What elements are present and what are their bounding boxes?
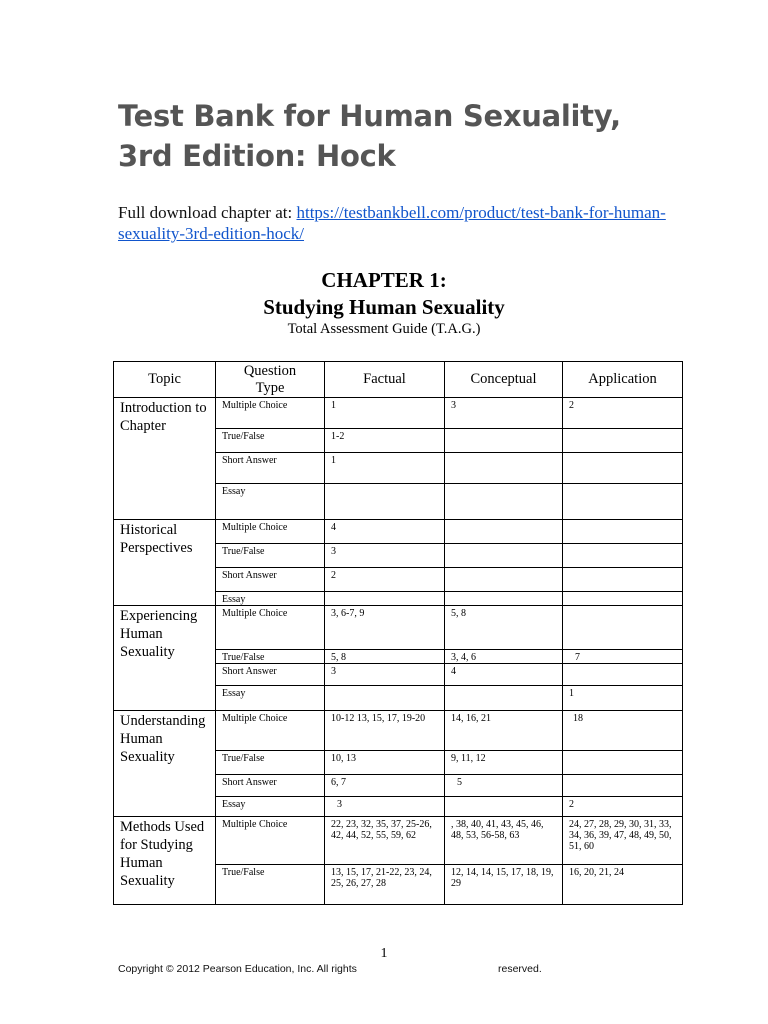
table-row — [114, 606, 683, 650]
conceptual-cell: 3 — [445, 398, 563, 429]
application-value: 18 — [573, 713, 583, 724]
table-row — [114, 520, 683, 544]
download-link[interactable]: https://testbankbell.com/product/test-bank-for-human-sexuality-3rd-edition-hock/ — [118, 203, 666, 243]
application-cell — [563, 650, 683, 664]
page-number: 1 — [380, 946, 388, 961]
question-type-cell: Multiple Choice — [216, 817, 325, 865]
question-type-cell: Multiple Choice — [216, 398, 325, 429]
chapter-title: Studying Human Sexuality — [263, 295, 505, 319]
chapter-number: CHAPTER 1: — [321, 268, 447, 292]
factual-cell: 3, 6-7, 9 — [325, 606, 445, 650]
conceptual-cell: 4 — [445, 664, 563, 686]
question-type-cell: Essay — [216, 484, 325, 520]
question-type-cell: Essay — [216, 686, 325, 711]
question-type-cell: True/False — [216, 650, 325, 664]
copyright-reserved: reserved. — [498, 963, 542, 975]
question-type-cell: Short Answer — [216, 775, 325, 797]
conceptual-value: 5 — [457, 777, 462, 788]
question-type-cell: Multiple Choice — [216, 606, 325, 650]
question-type-cell: True/False — [216, 429, 325, 453]
factual-cell: 3 — [325, 544, 445, 568]
topic-cell: Experiencing Human Sexuality — [114, 606, 216, 711]
conceptual-cell — [445, 568, 563, 592]
factual-cell: 3 — [325, 664, 445, 686]
question-type-cell: Essay — [216, 797, 325, 817]
question-type-cell: Short Answer — [216, 664, 325, 686]
application-cell — [563, 775, 683, 797]
question-type-cell: Essay — [216, 592, 325, 606]
application-cell: 24, 27, 28, 29, 30, 31, 33, 34, 36, 39, 47, 48, 49, 50, 51, 60 — [563, 817, 683, 865]
factual-cell — [325, 797, 445, 817]
factual-cell: 6, 7 — [325, 775, 445, 797]
topic-cell: Introduction to Chapter — [114, 398, 216, 520]
factual-cell: 10, 13 — [325, 751, 445, 775]
conceptual-cell: 3, 4, 6 — [445, 650, 563, 664]
application-cell: 2 — [563, 398, 683, 429]
conceptual-cell — [445, 520, 563, 544]
table-row — [114, 398, 683, 429]
factual-cell: 13, 15, 17, 21-22, 23, 24, 25, 26, 27, 28 — [325, 865, 445, 905]
download-prefix: Full download chapter at: — [118, 203, 297, 222]
factual-cell: 4 — [325, 520, 445, 544]
question-type-cell: True/False — [216, 751, 325, 775]
conceptual-cell — [445, 453, 563, 484]
conceptual-cell — [445, 429, 563, 453]
question-type-cell: Multiple Choice — [216, 711, 325, 751]
conceptual-cell: 12, 14, 14, 15, 17, 18, 19, 29 — [445, 865, 563, 905]
header-conceptual: Conceptual — [445, 362, 563, 398]
document-title: Test Bank for Human Sexuality, 3rd Edition: Hock — [118, 99, 621, 173]
table-header-row — [114, 362, 683, 398]
factual-cell: 1-2 — [325, 429, 445, 453]
question-type-cell: Short Answer — [216, 453, 325, 484]
table-row — [114, 817, 683, 865]
factual-cell: 10-12 13, 15, 17, 19-20 — [325, 711, 445, 751]
application-cell — [563, 664, 683, 686]
application-cell — [563, 520, 683, 544]
header-question-type-label: Question Type — [243, 362, 297, 396]
question-type-cell: Multiple Choice — [216, 520, 325, 544]
question-type-cell: True/False — [216, 544, 325, 568]
table-row — [114, 711, 683, 751]
chapter-subtitle: Total Assessment Guide (T.A.G.) — [287, 321, 481, 337]
conceptual-cell — [445, 686, 563, 711]
factual-cell: 1 — [325, 453, 445, 484]
factual-cell — [325, 484, 445, 520]
application-cell — [563, 606, 683, 650]
application-cell: 1 — [563, 686, 683, 711]
application-cell — [563, 544, 683, 568]
conceptual-cell: 9, 11, 12 — [445, 751, 563, 775]
factual-cell: 2 — [325, 568, 445, 592]
conceptual-cell — [445, 775, 563, 797]
conceptual-cell — [445, 484, 563, 520]
application-value: 7 — [575, 652, 580, 663]
factual-cell: 22, 23, 32, 35, 37, 25-26, 42, 44, 52, 55, 59, 62 — [325, 817, 445, 865]
application-cell: 16, 20, 21, 24 — [563, 865, 683, 905]
download-line — [118, 202, 678, 244]
header-application: Application — [563, 362, 683, 398]
factual-value: 3 — [337, 799, 342, 810]
topic-cell: Historical Perspectives — [114, 520, 216, 606]
header-topic: Topic — [114, 362, 216, 398]
factual-cell — [325, 686, 445, 711]
factual-cell: 1 — [325, 398, 445, 429]
topic-cell: Methods Used for Studying Human Sexuality — [114, 817, 216, 905]
question-type-cell: Short Answer — [216, 568, 325, 592]
conceptual-cell — [445, 544, 563, 568]
conceptual-cell: 5, 8 — [445, 606, 563, 650]
application-cell — [563, 484, 683, 520]
application-cell — [563, 592, 683, 606]
topic-cell: Understanding Human Sexuality — [114, 711, 216, 817]
application-cell: 2 — [563, 797, 683, 817]
conceptual-cell — [445, 797, 563, 817]
conceptual-cell — [445, 592, 563, 606]
copyright-notice: Copyright © 2012 Pearson Education, Inc. All rights — [118, 963, 357, 975]
application-cell — [563, 429, 683, 453]
question-type-cell: True/False — [216, 865, 325, 905]
application-cell — [563, 751, 683, 775]
application-cell — [563, 711, 683, 751]
conceptual-cell: 14, 16, 21 — [445, 711, 563, 751]
header-factual: Factual — [325, 362, 445, 398]
factual-cell — [325, 592, 445, 606]
factual-cell: 5, 8 — [325, 650, 445, 664]
application-cell — [563, 453, 683, 484]
assessment-guide-table — [113, 361, 683, 905]
application-cell — [563, 568, 683, 592]
conceptual-cell: , 38, 40, 41, 43, 45, 46, 48, 53, 56-58, 63 — [445, 817, 563, 865]
header-question-type — [216, 362, 325, 398]
